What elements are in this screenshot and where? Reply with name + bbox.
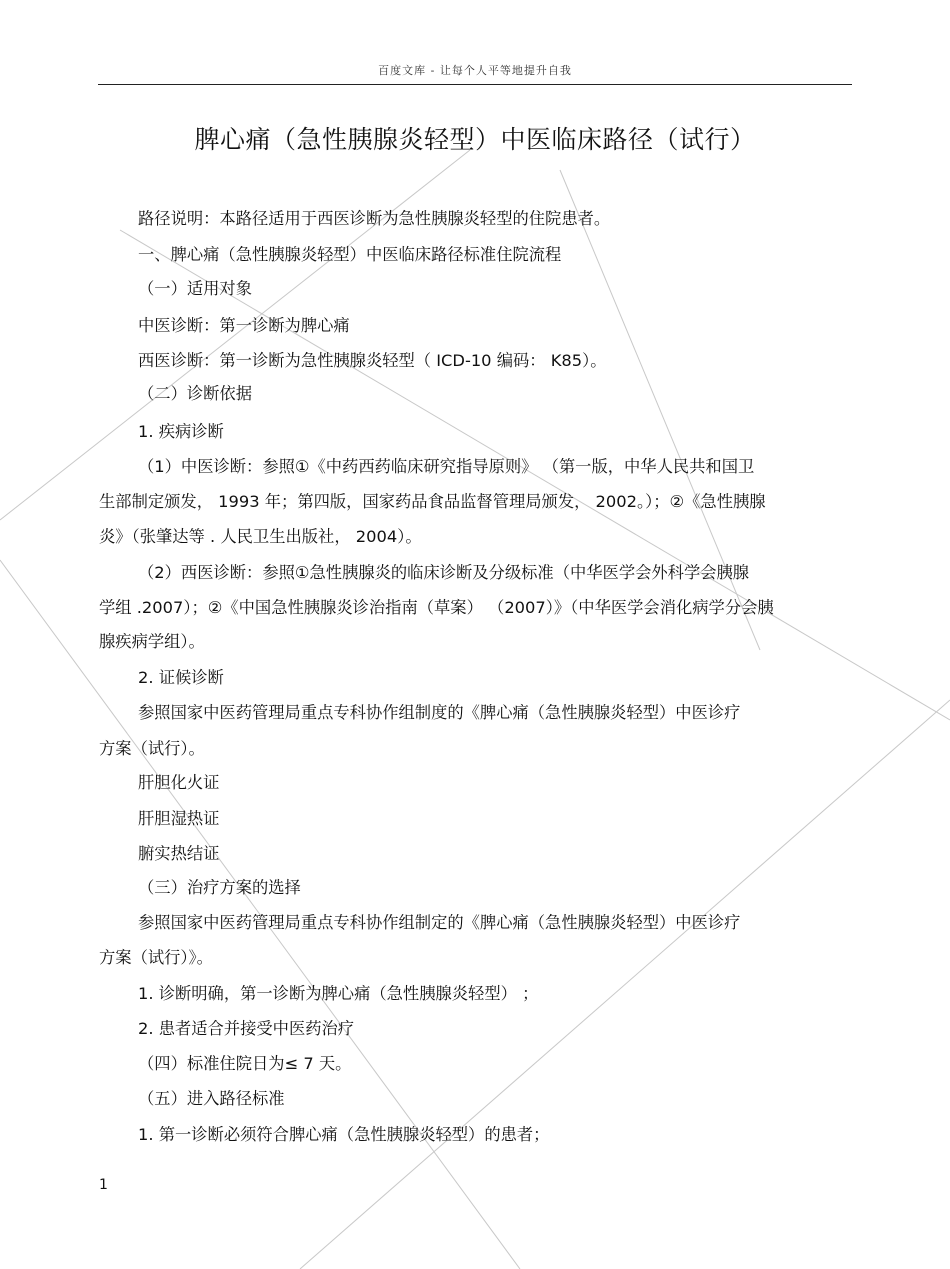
numbered-item: 1. 诊断明确，第一诊断为脾心痛（急性胰腺炎轻型） ； <box>138 984 539 1003</box>
numbered-heading: 1. 疾病诊断 <box>138 422 224 441</box>
body-text-line: 参照国家中医药管理局重点专科协作组制定的《脾心痛（急性胰腺炎轻型）中医诊疗 <box>138 913 741 932</box>
body-text-line: 方案（试行）。 <box>99 739 205 758</box>
syndrome-item: 肝胆化火证 <box>138 773 220 792</box>
body-text-line: 炎》（张肇达等 . 人民卫生出版社， 2004）。 <box>99 527 422 546</box>
body-text-line: （1）中医诊断：参照①《中药西药临床研究指导原则》 （第一版，中华人民共和国卫 <box>138 457 755 476</box>
header-divider <box>98 84 852 85</box>
body-text-line: 方案（试行）》。 <box>99 948 213 967</box>
subsection-heading: （四）标准住院日为≤ 7 天。 <box>138 1054 352 1073</box>
subsection-heading: （五）进入路径标准 <box>138 1089 285 1108</box>
body-text-line: 中医诊断：第一诊断为脾心痛 <box>138 316 350 335</box>
document-title: 脾心痛（急性胰腺炎轻型）中医临床路径（试行） <box>194 125 756 154</box>
section-heading-1: 一、脾心痛（急性胰腺炎轻型）中医临床路径标准住院流程 <box>138 245 562 264</box>
page-header: 百度文库 - 让每个人平等地提升自我 <box>378 64 572 77</box>
body-text-line: 学组 .2007）；②《中国急性胰腺炎诊治指南（草案） （2007）》（中华医学会消化病学分会胰 <box>99 598 774 617</box>
subsection-heading: （三）治疗方案的选择 <box>138 878 301 897</box>
numbered-item: 1. 第一诊断必须符合脾心痛（急性胰腺炎轻型）的患者； <box>138 1125 550 1144</box>
body-text-line: （2）西医诊断：参照①急性胰腺炎的临床诊断及分级标准（中华医学会外科学会胰腺 <box>138 563 750 582</box>
body-text-line: 参照国家中医药管理局重点专科协作组制度的《脾心痛（急性胰腺炎轻型）中医诊疗 <box>138 703 741 722</box>
syndrome-item: 肝胆湿热证 <box>138 809 220 828</box>
numbered-heading: 2. 证候诊断 <box>138 668 224 687</box>
subsection-heading: （二）诊断依据 <box>138 384 252 403</box>
body-text-line: 腺疾病学组）。 <box>99 632 205 651</box>
page-number: 1 <box>99 1177 108 1193</box>
body-text-line: 生部制定颁发， 1993 年；第四版，国家药品食品监督管理局颁发， 2002。）；②《急性胰腺 <box>99 492 766 511</box>
numbered-item: 2. 患者适合并接受中医药治疗 <box>138 1019 355 1038</box>
body-text-line: 西医诊断：第一诊断为急性胰腺炎轻型（ ICD-10 编码： K85）。 <box>138 351 607 370</box>
subsection-heading: （一）适用对象 <box>138 279 252 298</box>
syndrome-item: 腑实热结证 <box>138 844 220 863</box>
path-description: 路径说明：本路径适用于西医诊断为急性胰腺炎轻型的住院患者。 <box>138 209 611 228</box>
